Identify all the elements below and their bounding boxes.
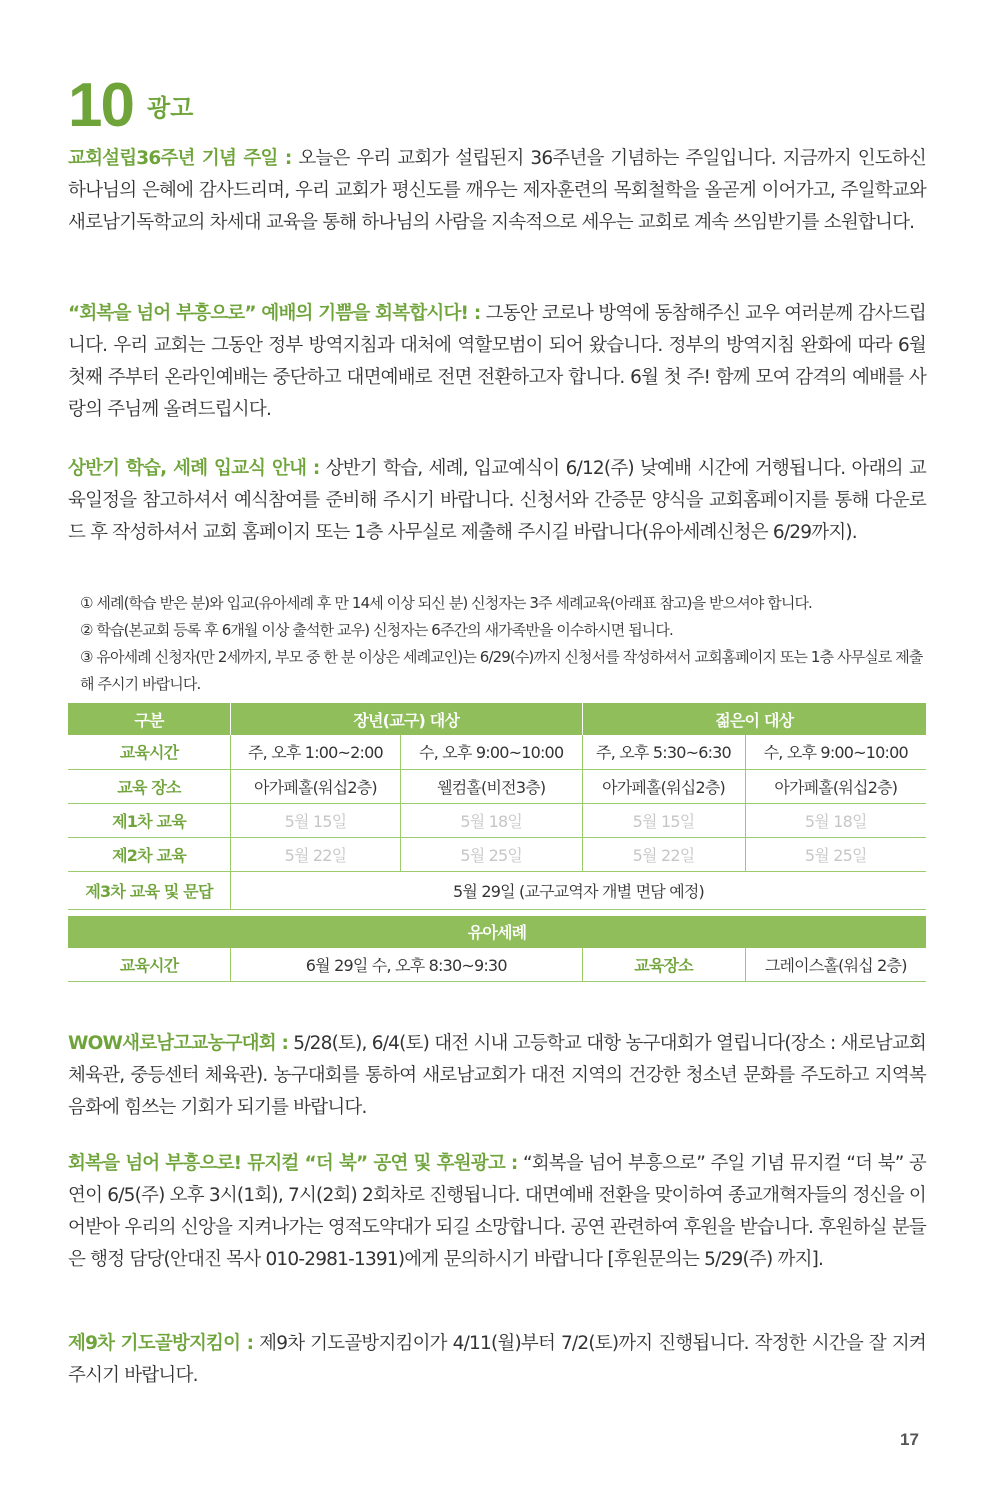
row-label: 제2차 교육	[68, 837, 231, 871]
table-header-youth: 젊은이 대상	[582, 703, 926, 735]
table-header-row	[68, 703, 926, 735]
page-number: 17	[900, 1430, 919, 1449]
announcement-revival-worship	[68, 298, 926, 426]
table-cell: 5월 15일	[231, 803, 401, 837]
table-cell: 주, 오후 5:30~6:30	[582, 735, 745, 769]
announcement-heading: 교회설립36주년 기념 주일 :	[68, 148, 292, 169]
table-header-adult: 장년(교구) 대상	[231, 703, 583, 735]
table-cell: 6월 29일 수, 오후 8:30~9:30	[231, 948, 583, 982]
table-header-category: 구분	[68, 703, 231, 735]
announcement-basketball	[68, 1028, 926, 1124]
infant-header-row	[68, 916, 926, 948]
announcement-body: “회복을 넘어 부흥으로” 주일 기념 뮤지컬 “더 북” 공연이 6/5(주) 오후 3시(1회), 7시(2회) 2회차로 진행됩니다. 대면예배 전환을 맞이하여 종교개혁자들의 정신을 이어받아 우리의 신앙을 지켜나가는 영적도약대가 되길 소망합니다. 공연 관련하여 후원을 받습니다. 후원하실 분들은 행정 담당(안대진 목사 010-2981-1391)에게 문의하시기 바랍니다 [후원문의는 5/29(주) 까지].	[68, 1153, 926, 1270]
announcement-body: 5/28(토), 6/4(토) 대전 시내 고등학교 대항 농구대회가 열립니다(장소 : 새로남교회 체육관, 중등센터 체육관). 농구대회를 통하여 새로남교회가 대전 지역의 건강한 청소년 문화를 주도하고 지역복음화에 힘쓰는 기회가 되기를 바랍니다.	[68, 1033, 926, 1118]
announcement-heading: WOW새로남고교농구대회 :	[68, 1033, 289, 1054]
row-label: 교육 장소	[68, 769, 231, 803]
announcement-heading: “회복을 넘어 부흥으로” 예배의 기쁨을 회복합시다! :	[68, 303, 481, 324]
announcement-musical	[68, 1148, 926, 1276]
announcement-heading: 상반기 학습, 세례 입교식 안내 :	[68, 458, 320, 479]
announcement-body: 상반기 학습, 세례, 입교예식이 6/12(주) 낮예배 시간에 거행됩니다. 아래의 교육일정을 참고하셔서 예식참여를 준비해 주시기 바랍니다. 신청서와 간증문 양식을 교회홈페이지를 통해 다운로드 후 작성하셔서 교회 홈페이지 또는 1층 사무실로 제출해 주시길 바랍니다(유아세례신청은 6/29까지).	[68, 458, 926, 543]
row-label: 제1차 교육	[68, 803, 231, 837]
table-cell: 수, 오후 9:00~10:00	[745, 735, 926, 769]
table-row	[68, 735, 926, 769]
note-item: ③ 유아세례 신청자(만 2세까지, 부모 중 한 분 이상은 세례교인)는 6/29(수)까지 신청서를 작성하셔서 교회홈페이지 또는 1층 사무실로 제출해 주시기 바랍니다.	[80, 648, 923, 693]
table-cell: 5월 18일	[745, 803, 926, 837]
announcement-baptism	[68, 453, 926, 549]
row-label: 교육시간	[68, 948, 231, 982]
announcement-heading: 회복을 넘어 부흥으로! 뮤지컬 “더 북” 공연 및 후원광고 :	[68, 1153, 518, 1174]
announcement-body: 그동안 코로나 방역에 동참해주신 교우 여러분께 감사드립니다. 우리 교회는 그동안 정부 방역지침과 대처에 역할모범이 되어 왔습니다. 정부의 방역지침 완화에 따라 6월 첫째 주부터 온라인예배는 중단하고 대면예배로 전면 전환하고자 합니다. 6월 첫 주! 함께 모여 감격의 예배를 사랑의 주님께 올려드립시다.	[68, 303, 926, 420]
table-cell: 5월 25일	[400, 837, 582, 871]
row-label: 교육시간	[68, 735, 231, 769]
announcement-body: 제9차 기도골방지킴이가 4/11(월)부터 7/2(토)까지 진행됩니다. 작정한 시간을 잘 지켜주시기 바랍니다.	[68, 1333, 926, 1386]
announcement-prayer-keepers	[68, 1328, 926, 1392]
section-number: 10	[68, 71, 133, 140]
table-cell: 5월 29일 (교구교역자 개별 면담 예정)	[231, 871, 927, 909]
table-cell: 아가페홀(워십2층)	[745, 769, 926, 803]
section-title: 광고	[146, 94, 194, 122]
table-cell: 5월 22일	[582, 837, 745, 871]
table-cell: 아가페홀(워십2층)	[231, 769, 401, 803]
note-item: ① 세례(학습 받은 분)와 입교(유아세례 후 만 14세 이상 되신 분) 신청자는 3주 세례교육(아래표 참고)을 받으셔야 합니다.	[80, 594, 812, 612]
announcement-body: 오늘은 우리 교회가 설립된지 36주년을 기념하는 주일입니다. 지금까지 인도하신 하나님의 은혜에 감사드리며, 우리 교회가 평신도를 깨우는 제자훈련의 목회철학을 올곧게 이어가고, 주일학교와 새로남기독학교의 차세대 교육을 통해 하나님의 사람을 지속적으로 세우는 교회로 계속 쓰임받기를 소원합니다.	[68, 148, 926, 233]
infant-baptism-header: 유아세례	[68, 916, 926, 948]
table-cell: 5월 25일	[745, 837, 926, 871]
table-row	[68, 837, 926, 871]
note-item: ② 학습(본교회 등록 후 6개월 이상 출석한 교우) 신청자는 6주간의 새가족반을 이수하시면 됩니다.	[80, 621, 673, 639]
section-header	[68, 70, 193, 140]
announcement-anniversary	[68, 143, 926, 239]
table-cell: 아가페홀(워십2층)	[582, 769, 745, 803]
table-cell: 5월 18일	[400, 803, 582, 837]
baptism-notes	[80, 590, 928, 698]
announcement-heading: 제9차 기도골방지킴이 :	[68, 1333, 254, 1354]
table-row	[68, 948, 926, 982]
row-label: 제3차 교육 및 문답	[68, 871, 231, 909]
table-cell: 그레이스홀(워십 2층)	[745, 948, 926, 982]
table-cell: 주, 오후 1:00~2:00	[231, 735, 401, 769]
table-cell: 5월 22일	[231, 837, 401, 871]
table-row	[68, 769, 926, 803]
table-cell: 웰컴홀(비전3층)	[400, 769, 582, 803]
table-row	[68, 871, 926, 909]
table-row	[68, 803, 926, 837]
table-cell: 수, 오후 9:00~10:00	[400, 735, 582, 769]
row-label: 교육장소	[582, 948, 745, 982]
education-schedule-table	[68, 703, 926, 982]
table-cell: 5월 15일	[582, 803, 745, 837]
